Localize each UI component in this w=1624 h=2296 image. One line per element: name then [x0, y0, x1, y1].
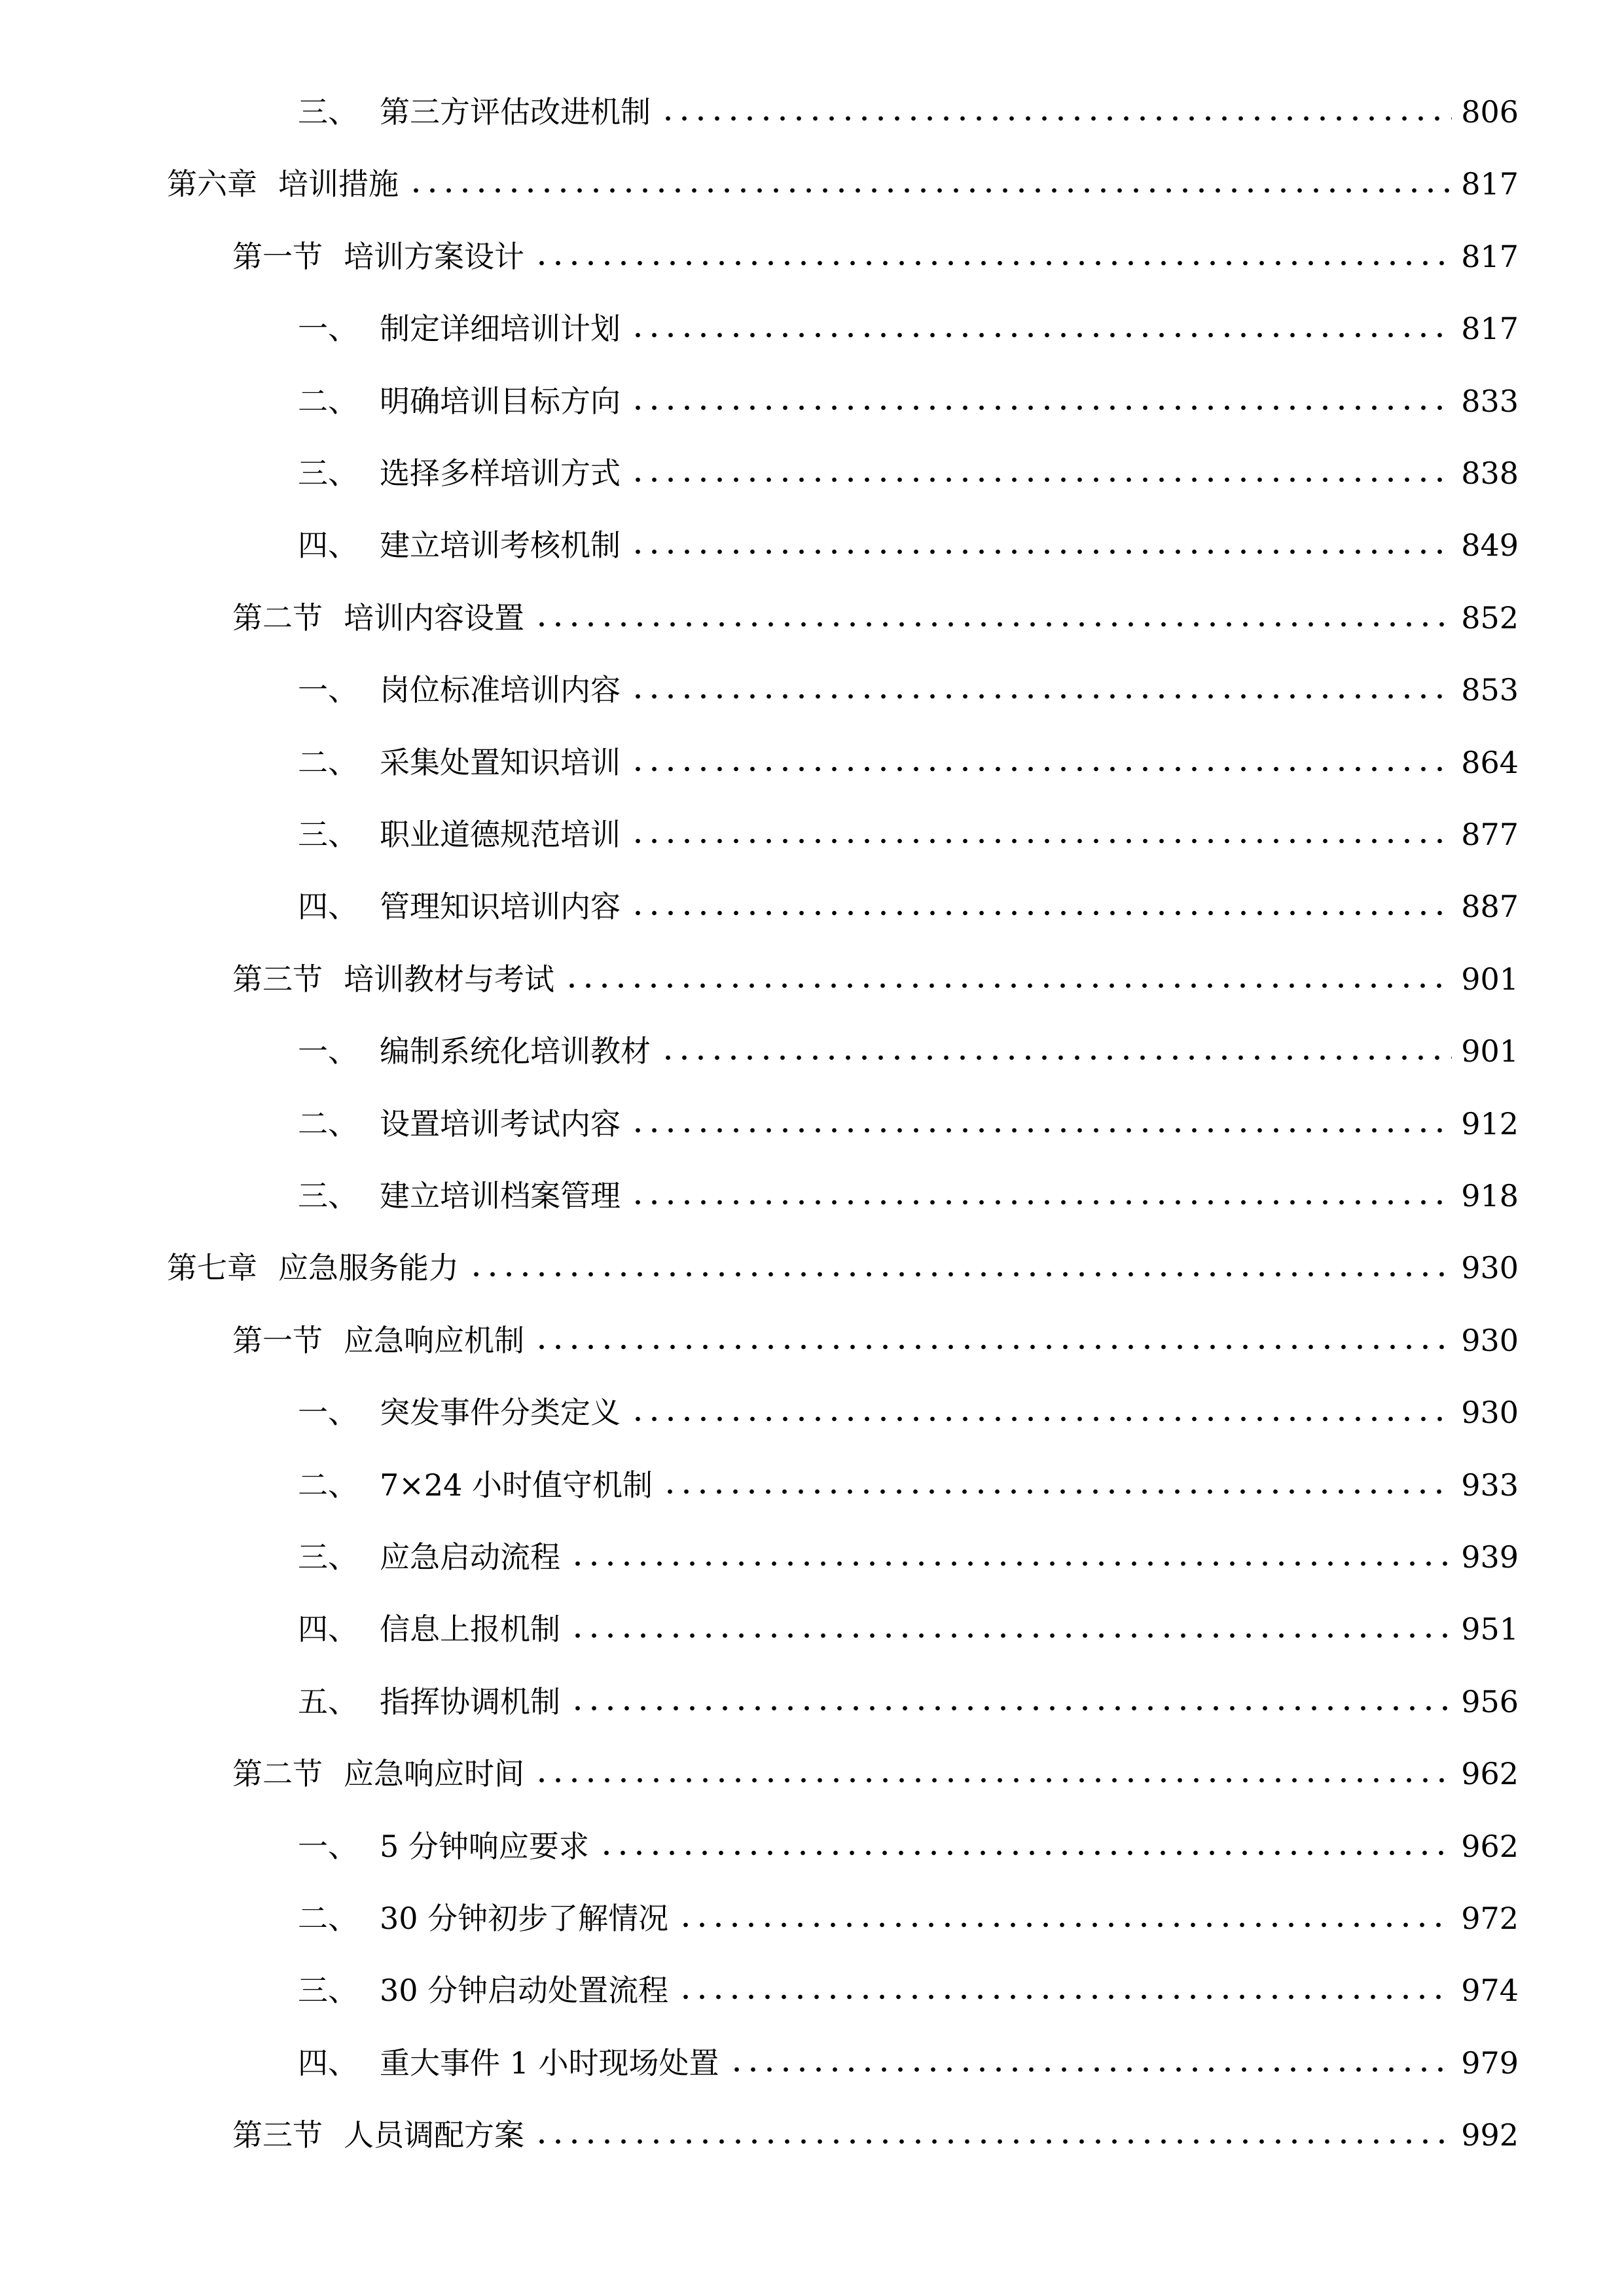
- dot-leader: [677, 1994, 1452, 2000]
- dot-leader: [662, 1488, 1452, 1495]
- toc-entry-page-number: 852: [1461, 600, 1519, 636]
- toc-entry-page-number: 951: [1461, 1611, 1519, 1647]
- toc-entry-page-number: 930: [1461, 1395, 1519, 1430]
- dot-leader: [630, 548, 1452, 555]
- dot-leader: [569, 1632, 1452, 1639]
- toc-entry-item[interactable]: [298, 1014, 1519, 1069]
- toc-entry-number: 二、: [298, 745, 358, 780]
- toc-entry-number: 第三节: [232, 2117, 323, 2153]
- toc-entry-page-number: 864: [1461, 745, 1519, 780]
- toc-entry-chapter[interactable]: [167, 147, 1519, 202]
- toc-entry-section[interactable]: [232, 1303, 1519, 1358]
- toc-entry-number: 第一节: [232, 1323, 323, 1358]
- toc-entry-page-number: 939: [1461, 1539, 1519, 1575]
- toc-entry-page-number: 853: [1461, 672, 1519, 708]
- toc-entry-page-number: 877: [1461, 817, 1519, 852]
- toc-entry-item[interactable]: [298, 291, 1519, 344]
- toc-entry-number: 一、: [298, 1829, 358, 1864]
- dot-leader: [564, 982, 1452, 989]
- toc-entry-title: 指挥协调机制: [380, 1684, 560, 1719]
- toc-entry-title: 管理知识培训内容: [380, 889, 621, 924]
- dot-leader: [677, 1922, 1452, 1928]
- toc-entry-number: 三、: [298, 817, 358, 852]
- dot-leader: [408, 187, 1452, 194]
- toc-entry-title: 第三方评估改进机制: [380, 94, 651, 130]
- toc-entry-item[interactable]: [298, 75, 1519, 130]
- toc-entry-number: 三、: [298, 456, 358, 491]
- toc-entry-number: 四、: [298, 1611, 358, 1647]
- dot-leader: [630, 693, 1452, 700]
- toc-entry-title: 应急服务能力: [278, 1250, 459, 1285]
- toc-entry-page-number: 838: [1461, 456, 1519, 491]
- toc-entry-title: 岗位标准培训内容: [380, 672, 621, 708]
- toc-entry-title: 选择多样培训方式: [380, 456, 621, 491]
- toc-entry-number: 第二节: [232, 600, 323, 636]
- toc-entry-title: 人员调配方案: [344, 2117, 524, 2153]
- dot-leader: [533, 621, 1452, 628]
- toc-entry-page-number: 933: [1461, 1467, 1519, 1503]
- toc-entry-page-number: 901: [1461, 1033, 1519, 1069]
- toc-entry-page-number: 962: [1461, 1829, 1519, 1864]
- toc-entry-page-number: 833: [1461, 384, 1519, 419]
- toc-entry-page-number: 806: [1461, 94, 1519, 130]
- toc-entry-number: 第二节: [232, 1756, 323, 1791]
- toc-entry-page-number: 901: [1461, 961, 1519, 997]
- dot-leader: [630, 766, 1452, 772]
- toc-entry-section[interactable]: [232, 1736, 1519, 1789]
- toc-entry-number: 二、: [298, 1901, 358, 1936]
- dot-leader: [660, 115, 1452, 122]
- toc-entry-number: 三、: [298, 94, 358, 130]
- toc-entry-title: 建立培训档案管理: [380, 1178, 621, 1213]
- toc-entry-item[interactable]: [298, 1375, 1519, 1430]
- toc-entry-title: 30 分钟启动处置流程: [380, 1973, 669, 2008]
- toc-entry-number: 第六章: [167, 166, 257, 202]
- toc-entry-title: 30 分钟初步了解情况: [380, 1901, 669, 1936]
- toc-entry-number: 一、: [298, 1395, 358, 1430]
- toc-entry-item[interactable]: [298, 1809, 1519, 1864]
- toc-entry-number: 第七章: [167, 1250, 257, 1285]
- dot-leader: [569, 1560, 1452, 1567]
- toc-entry-page-number: 956: [1461, 1684, 1519, 1719]
- dot-leader: [468, 1271, 1452, 1278]
- toc-entry-title: 5 分钟响应要求: [380, 1829, 589, 1864]
- toc-entry-page-number: 972: [1461, 1901, 1519, 1936]
- dot-leader: [630, 1199, 1452, 1206]
- toc-entry-page-number: 979: [1461, 2045, 1519, 2081]
- toc-entry-item[interactable]: [298, 436, 1519, 491]
- toc-entry-title: 编制系统化培训教材: [380, 1033, 651, 1069]
- dot-leader: [630, 332, 1452, 338]
- toc-entry-page-number: 992: [1461, 2117, 1519, 2153]
- dot-leader: [533, 1344, 1452, 1350]
- toc-entry-title: 信息上报机制: [380, 1611, 560, 1647]
- dot-leader: [729, 2066, 1453, 2073]
- toc-entry-number: 五、: [298, 1684, 358, 1719]
- toc-entry-number: 二、: [298, 1106, 358, 1141]
- toc-entry-title: 职业道德规范培训: [380, 817, 621, 852]
- toc-entry-number: 第三节: [232, 961, 323, 997]
- toc-entry-page-number: 817: [1461, 166, 1519, 202]
- toc-entry-page-number: 962: [1461, 1756, 1519, 1791]
- toc-entry-item[interactable]: [298, 869, 1519, 922]
- toc-entry-title: 培训内容设置: [344, 600, 524, 636]
- dot-leader: [630, 910, 1452, 916]
- toc-entry-title: 应急启动流程: [380, 1539, 560, 1575]
- dot-leader: [630, 838, 1452, 844]
- dot-leader: [630, 1416, 1452, 1422]
- toc-entry-section[interactable]: [232, 219, 1519, 272]
- toc-entry-title: 制定详细培训计划: [380, 311, 621, 346]
- dot-leader: [630, 476, 1452, 483]
- toc-entry-item[interactable]: [298, 1086, 1519, 1139]
- toc-entry-section[interactable]: [232, 2098, 1519, 2153]
- dot-leader: [630, 404, 1452, 411]
- toc-entry-section[interactable]: [232, 942, 1519, 997]
- toc-entry-page-number: 930: [1461, 1250, 1519, 1285]
- toc-entry-number: 四、: [298, 889, 358, 924]
- toc-entry-title: 应急响应机制: [344, 1323, 524, 1358]
- toc-entry-item[interactable]: [298, 1881, 1519, 1936]
- toc-entry-number: 一、: [298, 311, 358, 346]
- toc-entry-item[interactable]: [298, 1953, 1519, 2008]
- toc-entry-number: 三、: [298, 1178, 358, 1213]
- toc-entry-page-number: 849: [1461, 528, 1519, 563]
- toc-entry-title: 建立培训考核机制: [380, 528, 621, 563]
- toc-entry-item[interactable]: [298, 1664, 1519, 1717]
- toc-entry-title: 培训方案设计: [344, 239, 524, 274]
- toc-entry-title: 培训教材与考试: [344, 961, 554, 997]
- toc-entry-number: 第一节: [232, 239, 323, 274]
- toc-entry-section[interactable]: [232, 581, 1519, 636]
- toc-entry-number: 三、: [298, 1539, 358, 1575]
- toc-entry-title: 重大事件 1 小时现场处置: [380, 2045, 719, 2081]
- toc-entry-number: 二、: [298, 1467, 358, 1503]
- toc-entry-title: 7×24 小时值守机制: [380, 1467, 653, 1503]
- dot-leader: [598, 1850, 1452, 1856]
- toc-entry-number: 四、: [298, 2045, 358, 2081]
- toc-entry-item[interactable]: [298, 2026, 1519, 2081]
- toc-entry-item[interactable]: [298, 725, 1519, 778]
- toc-entry-number: 三、: [298, 1973, 358, 2008]
- toc-entry-title: 采集处置知识培训: [380, 745, 621, 780]
- toc-entry-title: 应急响应时间: [344, 1756, 524, 1791]
- dot-leader: [533, 260, 1452, 266]
- toc-entry-item[interactable]: [298, 797, 1519, 850]
- toc-entry-item[interactable]: [298, 364, 1519, 419]
- toc-entry-number: 二、: [298, 384, 358, 419]
- toc-entry-title: 突发事件分类定义: [380, 1395, 621, 1430]
- dot-leader: [533, 1777, 1452, 1784]
- toc-entry-page-number: 912: [1461, 1106, 1519, 1141]
- toc-entry-page-number: 887: [1461, 889, 1519, 924]
- toc-entry-item[interactable]: [298, 1448, 1519, 1503]
- toc-entry-title: 培训措施: [278, 166, 399, 202]
- toc-entry-number: 一、: [298, 672, 358, 708]
- dot-leader: [533, 2138, 1452, 2145]
- dot-leader: [630, 1127, 1452, 1134]
- dot-leader: [660, 1054, 1452, 1061]
- toc-entry-title: 明确培训目标方向: [380, 384, 621, 419]
- toc-entry-item[interactable]: [298, 508, 1519, 563]
- toc-entry-page-number: 817: [1461, 239, 1519, 274]
- dot-leader: [569, 1705, 1452, 1712]
- toc-entry-item[interactable]: [298, 1520, 1519, 1575]
- toc-entry-number: 四、: [298, 528, 358, 563]
- toc-entry-item[interactable]: [298, 1592, 1519, 1647]
- toc-entry-item[interactable]: [298, 653, 1519, 708]
- toc-entry-page-number: 918: [1461, 1178, 1519, 1213]
- toc-entry-item[interactable]: [298, 1158, 1519, 1211]
- toc-entry-title: 设置培训考试内容: [380, 1106, 621, 1141]
- toc-entry-page-number: 974: [1461, 1973, 1519, 2008]
- toc-entry-page-number: 930: [1461, 1323, 1519, 1358]
- toc-entry-page-number: 817: [1461, 311, 1519, 346]
- toc-entry-chapter[interactable]: [167, 1230, 1519, 1283]
- toc-entry-number: 一、: [298, 1033, 358, 1069]
